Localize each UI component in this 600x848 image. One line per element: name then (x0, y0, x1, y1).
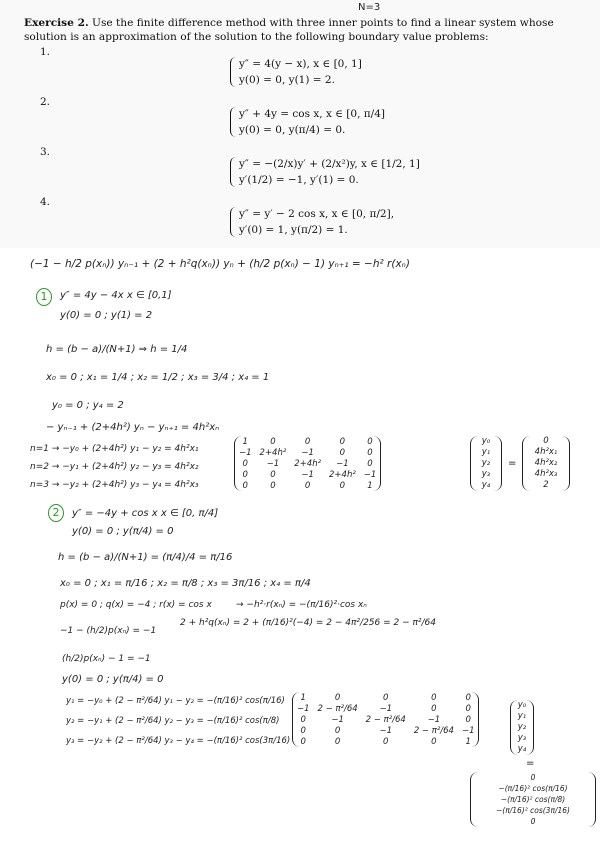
p2-rhs-vector (470, 772, 596, 827)
p1-system-line2: y(0) = 0 ; y(1) = 2 (60, 310, 153, 321)
p2-system-line2: y(0) = 0 ; y(π/4) = 0 (72, 526, 174, 537)
problem-number-3: 3. (40, 146, 51, 158)
p1-unknown-vector (470, 436, 502, 491)
matrix-cell: 0 (339, 436, 346, 447)
p2-coef-b: 2 + h²q(xₙ) = 2 + (π/16)²(−4) = 2 − 4π²/256 = 2 − π²/64 (180, 618, 437, 628)
matrix-cell: 0 (383, 692, 389, 703)
matrix-cell: 2+4h² (294, 458, 321, 469)
matrix-cell: 0 (334, 725, 341, 736)
matrix-cell: 0 (339, 447, 346, 458)
matrix-cell: −1 (301, 469, 314, 480)
p1-general-equation: − yₙ₋₁ + (2+4h²) yₙ − yₙ₊₁ = 4h²xₙ (46, 422, 220, 433)
vector-entry: y₃ (517, 733, 527, 743)
vector-entry: −(π/16)² cos(π/16) (498, 784, 568, 793)
matrix-cell: −1 (301, 447, 314, 458)
p2-grid-points: x₀ = 0 ; x₁ = π/16 ; x₂ = π/8 ; x₃ = 3π/16 ; x₄ = π/4 (60, 578, 311, 589)
p1-rhs-vector (522, 436, 570, 491)
matrix-cell: 0 (431, 692, 437, 703)
matrix-cell: 0 (304, 436, 311, 447)
problem-equation: y″ + 4y = cos x, x ∈ [0, π/4] (239, 108, 385, 120)
p2-rhs-note: → −h²·r(xₙ) = −(π/16)²·cos xₙ (236, 600, 367, 610)
vector-entry: 4h²x₃ (534, 469, 558, 479)
matrix-cell: 0 (300, 725, 306, 736)
matrix-cell: −1 (427, 714, 441, 725)
problem-equation: y″ = y′ − 2 cos x, x ∈ [0, π/2], (239, 208, 395, 220)
matrix-cell: 2+4h² (329, 469, 356, 480)
matrix-cell: 0 (242, 458, 248, 469)
vector-entry: 4h²x₂ (534, 458, 558, 468)
p2-step-size: h = (b − a)/(N+1) = (π/4)/4 = π/16 (58, 552, 233, 563)
header-note: N=3 (358, 2, 381, 13)
vector-entry: y₄ (517, 744, 527, 754)
exercise-label: Exercise 2. (24, 17, 89, 29)
brace (230, 157, 236, 187)
p2-equation-n1: y₁ = −y₀ + (2 − π²/64) y₁ − y₂ = −(π/16)² cos(π/16) (66, 696, 285, 706)
matrix-cell: 0 (270, 469, 276, 480)
matrix-cell: −1 (239, 447, 252, 458)
vector-entry: y₃ (481, 469, 491, 479)
p2-pqr: p(x) = 0 ; q(x) = −4 ; r(x) = cos x (60, 600, 212, 610)
matrix-cell: −1 (331, 714, 344, 725)
vector-entry: −(π/16)² cos(3π/16) (496, 806, 570, 815)
matrix-cell: −1 (363, 469, 377, 480)
vector-entry: 0 (530, 773, 536, 782)
problem-system-2 (230, 106, 385, 138)
problem-condition: y′(1/2) = −1, y′(1) = 0. (239, 174, 359, 186)
matrix-cell: 0 (242, 480, 248, 491)
problem-number-2: 2. (40, 96, 51, 108)
printed-exercise-region (0, 0, 600, 248)
matrix-cell: 0 (367, 447, 373, 458)
problem-condition: y(0) = 0, y(π/4) = 0. (239, 124, 346, 136)
matrix-cell: 0 (431, 736, 437, 747)
matrix-cell: 2 − π²/64 (413, 725, 454, 736)
problem-system-1 (230, 56, 362, 88)
problem-system-3 (230, 156, 420, 188)
vector-entry: y₂ (517, 722, 527, 732)
matrix-cell: 0 (270, 436, 276, 447)
problem-condition: y(0) = 0, y(1) = 2. (239, 74, 335, 86)
matrix-cell: 0 (465, 714, 471, 725)
matrix-cell: 0 (304, 480, 311, 491)
vector-entry: 4h²x₁ (534, 447, 558, 457)
matrix-cell: −1 (461, 725, 475, 736)
matrix-cell: 0 (431, 703, 437, 714)
matrix-cell: 0 (270, 480, 276, 491)
matrix-cell: 1 (300, 692, 306, 703)
matrix-cell: 0 (334, 692, 341, 703)
vector-entry: −(π/16)² cos(π/8) (500, 795, 566, 804)
matrix-cell: −1 (266, 458, 280, 469)
matrix-cell: 0 (367, 458, 373, 469)
vector-entry: y₀ (481, 436, 491, 446)
p1-coefficient-matrix (234, 436, 381, 491)
matrix-cell: 0 (465, 692, 471, 703)
problem-1-circle: 1 (36, 288, 52, 306)
problem-equation: y″ = −(2/x)y′ + (2/x²)y, x ∈ [1/2, 1] (239, 158, 420, 170)
p1-system-line1: y″ = 4y − 4x x ∈ [0,1] (60, 290, 172, 301)
p1-equation-n1: n=1 → −y₀ + (2+4h²) y₁ − y₂ = 4h²x₁ (30, 444, 199, 454)
brace (230, 207, 236, 237)
p1-step-size: h = (b − a)/(N+1) ⇒ h = 1/4 (46, 344, 188, 355)
exercise-text: Use the finite difference method with three inner points to find a linear system whose solution is an approximation of the solution to the following boundary value problems: (24, 17, 554, 43)
matrix-cell: 0 (300, 714, 306, 725)
matrix-cell: 1 (465, 736, 471, 747)
matrix-cell: 1 (367, 480, 373, 491)
vector-entry: y₄ (481, 480, 491, 490)
matrix-cell: 0 (300, 736, 306, 747)
vector-entry: 0 (543, 436, 549, 446)
p2-boundary-values: y(0) = 0 ; y(π/4) = 0 (62, 674, 164, 685)
matrix-cell: 0 (334, 736, 341, 747)
problem-system-4 (230, 206, 394, 238)
matrix-cell: 0 (465, 703, 471, 714)
vector-entry: y₂ (481, 458, 491, 468)
p2-unknown-vector (510, 700, 534, 755)
matrix-cell: −1 (297, 703, 310, 714)
matrix-cell: 0 (339, 480, 346, 491)
brace (230, 107, 236, 137)
matrix-cell: 2 − π²/64 (317, 703, 358, 714)
problem-number-1: 1. (40, 46, 51, 58)
exercise-statement (24, 16, 554, 44)
matrix-cell: 0 (367, 436, 373, 447)
matrix-cell: −1 (379, 703, 392, 714)
p1-grid-points: x₀ = 0 ; x₁ = 1/4 ; x₂ = 1/2 ; x₃ = 3/4 ; x₄ = 1 (46, 372, 270, 383)
problem-number-4: 4. (40, 196, 51, 208)
matrix-cell: 2 − π²/64 (365, 714, 406, 725)
vector-entry: y₁ (517, 711, 527, 721)
brace (230, 57, 236, 87)
matrix-cell: −1 (379, 725, 392, 736)
problem-equation: y″ = 4(y − x), x ∈ [0, 1] (239, 58, 362, 70)
p2-coefficient-matrix (292, 692, 479, 747)
matrix-cell: 2+4h² (259, 447, 287, 458)
p2-equation-n2: y₂ = −y₁ + (2 − π²/64) y₂ − y₃ = −(π/16)² cos(π/8) (66, 716, 280, 726)
p2-coef-c: (h/2)p(xₙ) − 1 = −1 (62, 654, 151, 664)
problem-condition: y′(0) = 1, y(π/2) = 1. (239, 224, 348, 236)
p1-equation-n3: n=3 → −y₂ + (2+4h²) y₃ − y₄ = 4h²x₃ (30, 480, 199, 490)
problem-2-circle: 2 (48, 504, 64, 522)
equals-sign: = (526, 758, 535, 769)
p1-boundary-values: y₀ = 0 ; y₄ = 2 (52, 400, 124, 411)
vector-entry: 2 (543, 480, 549, 490)
p2-coef-a: −1 − (h/2)p(xₙ) = −1 (60, 626, 157, 636)
general-scheme: (−1 − h/2 p(xₙ)) yₙ₋₁ + (2 + h²q(xₙ)) yₙ + (h/2 p(xₙ) − 1) yₙ₊₁ = −h² r(xₙ) (30, 258, 410, 270)
equals-sign: = (508, 458, 517, 469)
p2-equation-n3: y₃ = −y₂ + (2 − π²/64) y₃ − y₄ = −(π/16)² cos(3π/16) (66, 736, 291, 746)
vector-entry: 0 (530, 817, 536, 826)
vector-entry: y₀ (517, 700, 527, 710)
matrix-cell: 1 (242, 436, 248, 447)
p1-equation-n2: n=2 → −y₁ + (2+4h²) y₂ − y₃ = 4h²x₂ (30, 462, 199, 472)
vector-entry: y₁ (481, 447, 491, 457)
p2-system-line1: y″ = −4y + cos x x ∈ [0, π/4] (72, 508, 219, 519)
matrix-cell: 0 (242, 469, 248, 480)
matrix-cell: −1 (336, 458, 349, 469)
matrix-cell: 0 (383, 736, 389, 747)
